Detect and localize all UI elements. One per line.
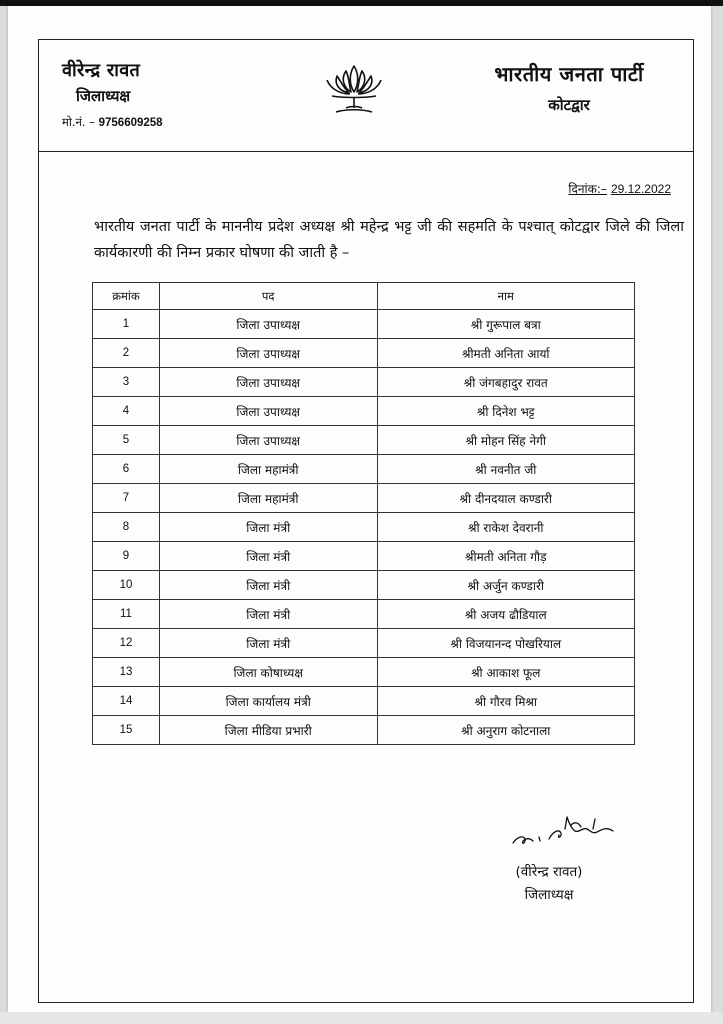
cell-serial: 14 xyxy=(93,687,160,716)
cell-name: श्री गुरूपाल बत्रा xyxy=(377,310,635,339)
table-row xyxy=(93,542,635,571)
cell-serial: 12 xyxy=(93,629,160,658)
sender-name: वीरेन्द्र रावत xyxy=(62,60,141,81)
cell-name: श्री अर्जुन कण्डारी xyxy=(377,571,635,600)
cell-serial: 8 xyxy=(93,513,160,542)
cell-serial: 7 xyxy=(93,484,160,513)
table-row xyxy=(93,368,635,397)
cell-post: जिला महामंत्री xyxy=(159,455,377,484)
letter-page xyxy=(8,6,711,1012)
date-value: 29.12.2022 xyxy=(610,182,671,196)
cell-serial: 4 xyxy=(93,397,160,426)
mobile-number: 9756609258 xyxy=(98,117,163,129)
cell-serial: 1 xyxy=(93,310,160,339)
table-row xyxy=(93,658,635,687)
cell-post: जिला मंत्री xyxy=(159,513,377,542)
intro-paragraph: भारतीय जनता पार्टी के माननीय प्रदेश अध्यक्ष श्री महेन्द्र भट्ट जी की सहमति के पश्चात् कोटद्वार जिले की जिला कार्यकारणी की निम्न प्रकार घोषणा की जाती है – xyxy=(94,219,684,261)
letter-border xyxy=(38,39,694,1003)
cell-post: जिला उपाध्यक्ष xyxy=(159,310,377,339)
party-city: कोटद्वार xyxy=(548,96,590,114)
header-serial: क्रमांक xyxy=(93,283,160,310)
header-name: नाम xyxy=(377,283,635,310)
table-body xyxy=(93,310,635,745)
table-row xyxy=(93,339,635,368)
cell-name: श्री राकेश देवरानी xyxy=(377,513,635,542)
committee-table xyxy=(92,282,635,745)
mobile-label: मो.नं. – xyxy=(62,115,95,129)
cell-name: श्री दिनेश भट्ट xyxy=(377,397,635,426)
sender-designation: जिलाध्यक्ष xyxy=(76,87,131,105)
table-row xyxy=(93,310,635,339)
table-row xyxy=(93,484,635,513)
date-label: दिनांक:– xyxy=(568,182,607,196)
cell-serial: 13 xyxy=(93,658,160,687)
cell-post: जिला उपाध्यक्ष xyxy=(159,397,377,426)
cell-serial: 2 xyxy=(93,339,160,368)
table-row xyxy=(93,571,635,600)
cell-post: जिला मंत्री xyxy=(159,600,377,629)
signatory-designation: जिलाध्यक्ष xyxy=(524,887,574,903)
cell-serial: 5 xyxy=(93,426,160,455)
cell-name: श्री मोहन सिंह नेगी xyxy=(377,426,635,455)
sender-block xyxy=(62,58,163,130)
cell-serial: 10 xyxy=(93,571,160,600)
party-block xyxy=(469,60,669,115)
cell-serial: 9 xyxy=(93,542,160,571)
cell-name: श्री अजय ढौडियाल xyxy=(377,600,635,629)
cell-name: श्रीमती अनिता गौड़ xyxy=(377,542,635,571)
table-row xyxy=(93,716,635,745)
party-name: भारतीय जनता पार्टी xyxy=(494,62,644,86)
cell-post: जिला कार्यालय मंत्री xyxy=(159,687,377,716)
cell-serial: 6 xyxy=(93,455,160,484)
cell-name: श्री अनुराग कोटनाला xyxy=(377,716,635,745)
cell-name: श्री जंगबहादुर रावत xyxy=(377,368,635,397)
cell-name: श्री आकाश फूल xyxy=(377,658,635,687)
table-row xyxy=(93,513,635,542)
header-post: पद xyxy=(159,283,377,310)
sender-mobile xyxy=(62,115,163,130)
header-divider xyxy=(39,151,693,152)
cell-post: जिला मंत्री xyxy=(159,571,377,600)
table-row xyxy=(93,687,635,716)
cell-post: जिला मीडिया प्रभारी xyxy=(159,716,377,745)
cell-serial: 15 xyxy=(93,716,160,745)
bottom-band xyxy=(0,1012,723,1024)
signatory-name: (वीरेन्द्र रावत) xyxy=(515,864,583,880)
table-header-row xyxy=(93,283,635,310)
table-row xyxy=(93,397,635,426)
cell-name: श्री गौरव मिश्रा xyxy=(377,687,635,716)
cell-post: जिला महामंत्री xyxy=(159,484,377,513)
cell-post: जिला कोषाध्यक्ष xyxy=(159,658,377,687)
signature-mark xyxy=(509,807,619,857)
cell-post: जिला मंत्री xyxy=(159,629,377,658)
cell-name: श्रीमती अनिता आर्या xyxy=(377,339,635,368)
lotus-icon xyxy=(322,62,386,116)
table-row xyxy=(93,455,635,484)
table-row xyxy=(93,426,635,455)
cell-name: श्री दीनदयाल कण्डारी xyxy=(377,484,635,513)
cell-post: जिला उपाध्यक्ष xyxy=(159,426,377,455)
cell-name: श्री नवनीत जी xyxy=(377,455,635,484)
table-row xyxy=(93,600,635,629)
cell-post: जिला मंत्री xyxy=(159,542,377,571)
cell-post: जिला उपाध्यक्ष xyxy=(159,339,377,368)
cell-serial: 11 xyxy=(93,600,160,629)
cell-post: जिला उपाध्यक्ष xyxy=(159,368,377,397)
table-row xyxy=(93,629,635,658)
cell-name: श्री विजयानन्द पोखरियाल xyxy=(377,629,635,658)
letter-date xyxy=(568,180,671,197)
cell-serial: 3 xyxy=(93,368,160,397)
